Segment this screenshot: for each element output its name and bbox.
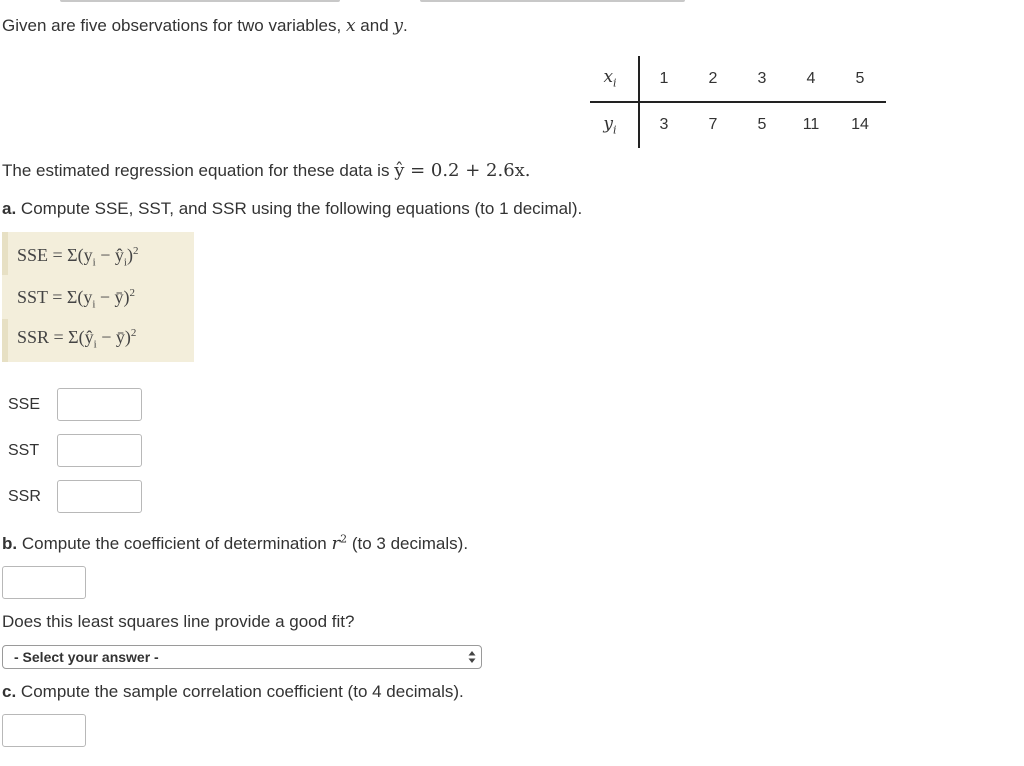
row-x-symbol: x bbox=[603, 67, 614, 87]
part-c-text: Compute the sample correlation coefficient (to 4 decimals). bbox=[20, 682, 464, 701]
y-value-3: 5 bbox=[757, 116, 767, 133]
fit-question-text: Does this least squares line provide a good fit? bbox=[2, 612, 355, 631]
formula-ssr-power: 2 bbox=[130, 327, 137, 339]
part-c-label: c. bbox=[2, 682, 17, 701]
sst-input[interactable] bbox=[57, 434, 142, 467]
y-value-1: 3 bbox=[659, 116, 669, 133]
regression-equation: ŷ = 0.2 + 2.6x. bbox=[394, 160, 531, 181]
formula-sst-name: SST bbox=[17, 287, 48, 307]
intro-text bbox=[2, 16, 408, 36]
row-x-subscript: i bbox=[613, 76, 617, 90]
y-value-4: 11 bbox=[802, 116, 820, 133]
formula-ssr-sub1: i bbox=[93, 338, 97, 351]
part-b-prompt bbox=[2, 533, 468, 554]
part-a-label: a. bbox=[2, 199, 17, 218]
formula-row-shade-1 bbox=[2, 232, 8, 275]
formula-sst bbox=[17, 287, 136, 311]
formula-ssr bbox=[17, 327, 137, 351]
formula-sse-mid: − ŷ bbox=[95, 245, 124, 265]
formula-sst-end: ) bbox=[123, 287, 130, 307]
x-value-5: 5 bbox=[855, 70, 865, 87]
regression-sentence bbox=[2, 160, 531, 181]
formula-sst-mid: − ȳ bbox=[95, 287, 124, 307]
formula-sse-sub2: i bbox=[123, 256, 127, 269]
row-y-symbol: y bbox=[603, 114, 614, 134]
table-horizontal-rule bbox=[590, 101, 886, 103]
formula-ssr-rhs: = Σ(ŷ bbox=[53, 327, 94, 347]
select-arrows-icon bbox=[468, 650, 476, 664]
formula-row-shade-3 bbox=[2, 319, 8, 362]
formula-ssr-end: ) bbox=[124, 327, 131, 347]
good-fit-select-value: - Select your answer - bbox=[14, 649, 159, 665]
x-value-2: 2 bbox=[708, 70, 718, 87]
formula-ssr-name: SSR bbox=[17, 327, 50, 347]
row-y-label bbox=[590, 114, 630, 137]
r-squared-input[interactable] bbox=[2, 566, 86, 599]
regression-text: The estimated regression equation for these data is bbox=[2, 161, 390, 180]
row-y-subscript: i bbox=[613, 123, 617, 137]
sse-input[interactable] bbox=[57, 388, 142, 421]
formula-sse-end: ) bbox=[126, 245, 133, 265]
part-b-power: 2 bbox=[340, 532, 348, 546]
top-edge-bar-left bbox=[60, 0, 340, 2]
x-value-1: 1 bbox=[659, 70, 669, 87]
formula-sse-name: SSE bbox=[17, 245, 49, 265]
ssr-label: SSR bbox=[8, 488, 41, 505]
formula-sse-rhs: = Σ(y bbox=[52, 245, 93, 265]
formula-sst-sub1: i bbox=[92, 298, 96, 311]
intro-var-x: x bbox=[345, 16, 356, 36]
intro-period: . bbox=[403, 16, 408, 35]
intro-and: and bbox=[360, 16, 389, 35]
ssr-input[interactable] bbox=[57, 480, 142, 513]
formula-box bbox=[2, 232, 194, 362]
formula-sst-power: 2 bbox=[129, 287, 136, 299]
part-b-text-before: Compute the coefficient of determination bbox=[21, 534, 327, 553]
sst-label: SST bbox=[8, 442, 40, 459]
part-c-prompt bbox=[2, 682, 464, 702]
top-edge-bar-right bbox=[420, 0, 685, 2]
row-x-label bbox=[590, 67, 630, 90]
formula-sst-rhs: = Σ(y bbox=[52, 287, 93, 307]
sse-label: SSE bbox=[8, 396, 41, 413]
correlation-input[interactable] bbox=[2, 714, 86, 747]
formula-sse bbox=[17, 245, 139, 269]
formula-ssr-mid: − ȳ bbox=[96, 327, 125, 347]
part-b-symbol: r bbox=[331, 533, 341, 554]
good-fit-select[interactable] bbox=[2, 645, 482, 669]
part-a-text: Compute SSE, SST, and SSR using the following equations (to 1 decimal). bbox=[20, 199, 583, 218]
part-b-text-after: (to 3 decimals). bbox=[351, 534, 469, 553]
top-edge bbox=[0, 0, 1024, 3]
intro-var-y: y bbox=[393, 16, 403, 36]
x-value-4: 4 bbox=[806, 70, 816, 87]
part-a-prompt bbox=[2, 199, 582, 219]
part-b-label: b. bbox=[2, 534, 18, 553]
formula-sse-sub1: i bbox=[92, 256, 96, 269]
x-value-3: 3 bbox=[757, 70, 767, 87]
intro-text-before: Given are five observations for two variables, bbox=[2, 16, 342, 35]
formula-sse-power: 2 bbox=[132, 245, 139, 257]
observations-table bbox=[590, 56, 890, 148]
y-value-2: 7 bbox=[708, 116, 718, 133]
y-value-5: 14 bbox=[851, 116, 869, 133]
